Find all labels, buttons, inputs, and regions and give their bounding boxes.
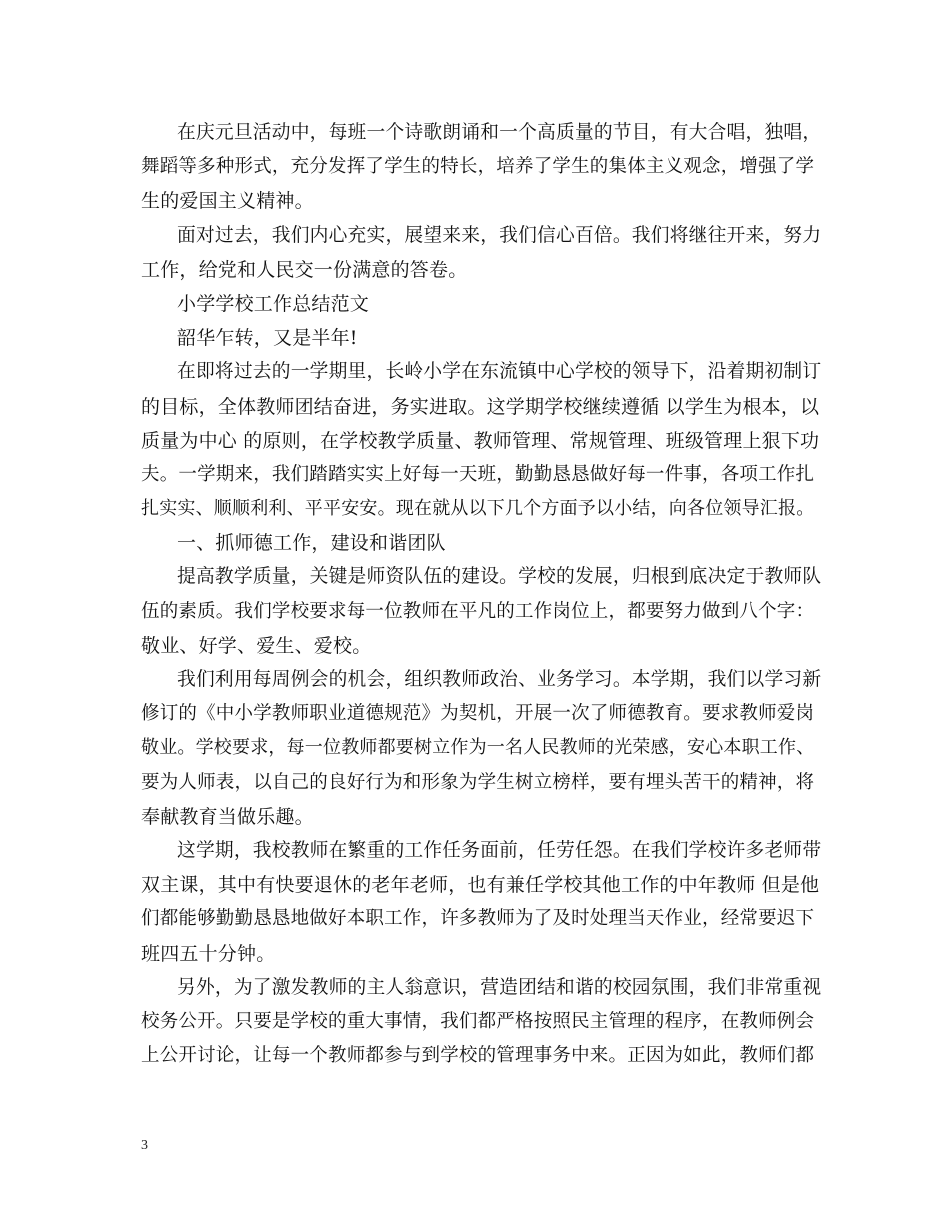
text-line: 质量为中心 的原则，在学校教学质量、教师管理、常规管理、班级管理上狠下功 xyxy=(141,429,820,452)
text-line: 工作，给党和人民交一份满意的答卷。 xyxy=(141,258,468,281)
text-line: 上公开讨论，让每一个教师都参与到学校的管理事务中来。正因为如此，教师们都 xyxy=(141,1045,815,1067)
text-line: 校务公开。只要是学校的重大事情，我们都严格按照民主管理的程序，在教师例会 xyxy=(141,1010,815,1032)
text-line: 面对过去，我们内心充实，展望来来，我们信心百倍。我们将继往开来，努力 xyxy=(177,224,822,246)
text-line: 班四五十分钟。 xyxy=(141,942,276,965)
document-body xyxy=(141,116,821,1073)
text-line: 双主课，其中有快要退休的老年老师，也有兼任学校其他工作的中年教师 但是他 xyxy=(141,874,820,897)
text-line: 奉献教育当做乐趣。 xyxy=(141,805,314,828)
text-line: 修订的《中小学教师职业道德规范》为契机，开展一次了师德教育。要求教师爱岗 xyxy=(141,703,815,725)
text-line: 生的爱国主义精神。 xyxy=(141,190,314,213)
text-line: 要为人师表，以自己的良好行为和形象为学生树立榜样，要有埋头苦干的精神，将 xyxy=(141,771,815,793)
text-line: 伍的素质。我们学校要求每一位教师在平凡的工作岗位上，都要努力做到八个字： xyxy=(141,600,815,622)
text-line: 这学期，我校教师在繁重的工作任务面前，任劳任怨。在我们学校许多老师带 xyxy=(177,839,822,861)
page-number: 3 xyxy=(141,1138,148,1153)
text-line: 的目标，全体教师团结奋进，务实进取。这学期学校继续遵循 以学生为根本，以 xyxy=(141,395,820,418)
text-line: 夫。一学期来，我们踏踏实实上好每一天班，勤勤恳恳做好每一件事，各项工作扎 xyxy=(141,463,815,485)
text-line: 在庆元旦活动中，每班一个诗歌朗诵和一个高质量的节目，有大合唱，独唱， xyxy=(177,122,822,143)
text-line: 舞蹈等多种形式，充分发挥了学生的特长，培养了学生的集体主义观念，增强了学 xyxy=(141,156,815,178)
text-line: 们都能够勤勤恳恳地做好本职工作，许多教师为了及时处理当天作业，经常要迟下 xyxy=(141,908,815,930)
text-line: 在即将过去的一学期里，长岭小学在东流镇中心学校的领导下，沿着期初制订 xyxy=(177,361,822,383)
text-line: 敬业、好学、爱生、爱校。 xyxy=(141,634,372,657)
text-line: 小学学校工作总结范文 xyxy=(177,292,370,315)
text-line: 敬业。学校要求，每一位教师都要树立作为一名人民教师的光荣感，安心本职工作、 xyxy=(141,737,815,759)
text-line: 我们利用每周例会的机会，组织教师政治、业务学习。本学期，我们以学习新 xyxy=(177,669,822,690)
text-line: 韶华乍转，又是半年! xyxy=(177,327,358,350)
text-line: 扎实实、顺顺利利、平平安安。现在就从以下几个方面予以小结，向各位领导汇报。 xyxy=(141,498,815,520)
text-line: 一、抓师德工作，建设和谐团队 xyxy=(177,532,446,555)
text-line: 另外，为了激发教师的主人翁意识，营造团结和谐的校园氛围，我们非常重视 xyxy=(177,976,822,998)
text-line: 提高教学质量，关键是师资队伍的建设。学校的发展，归根到底决定于教师队 xyxy=(177,566,822,588)
